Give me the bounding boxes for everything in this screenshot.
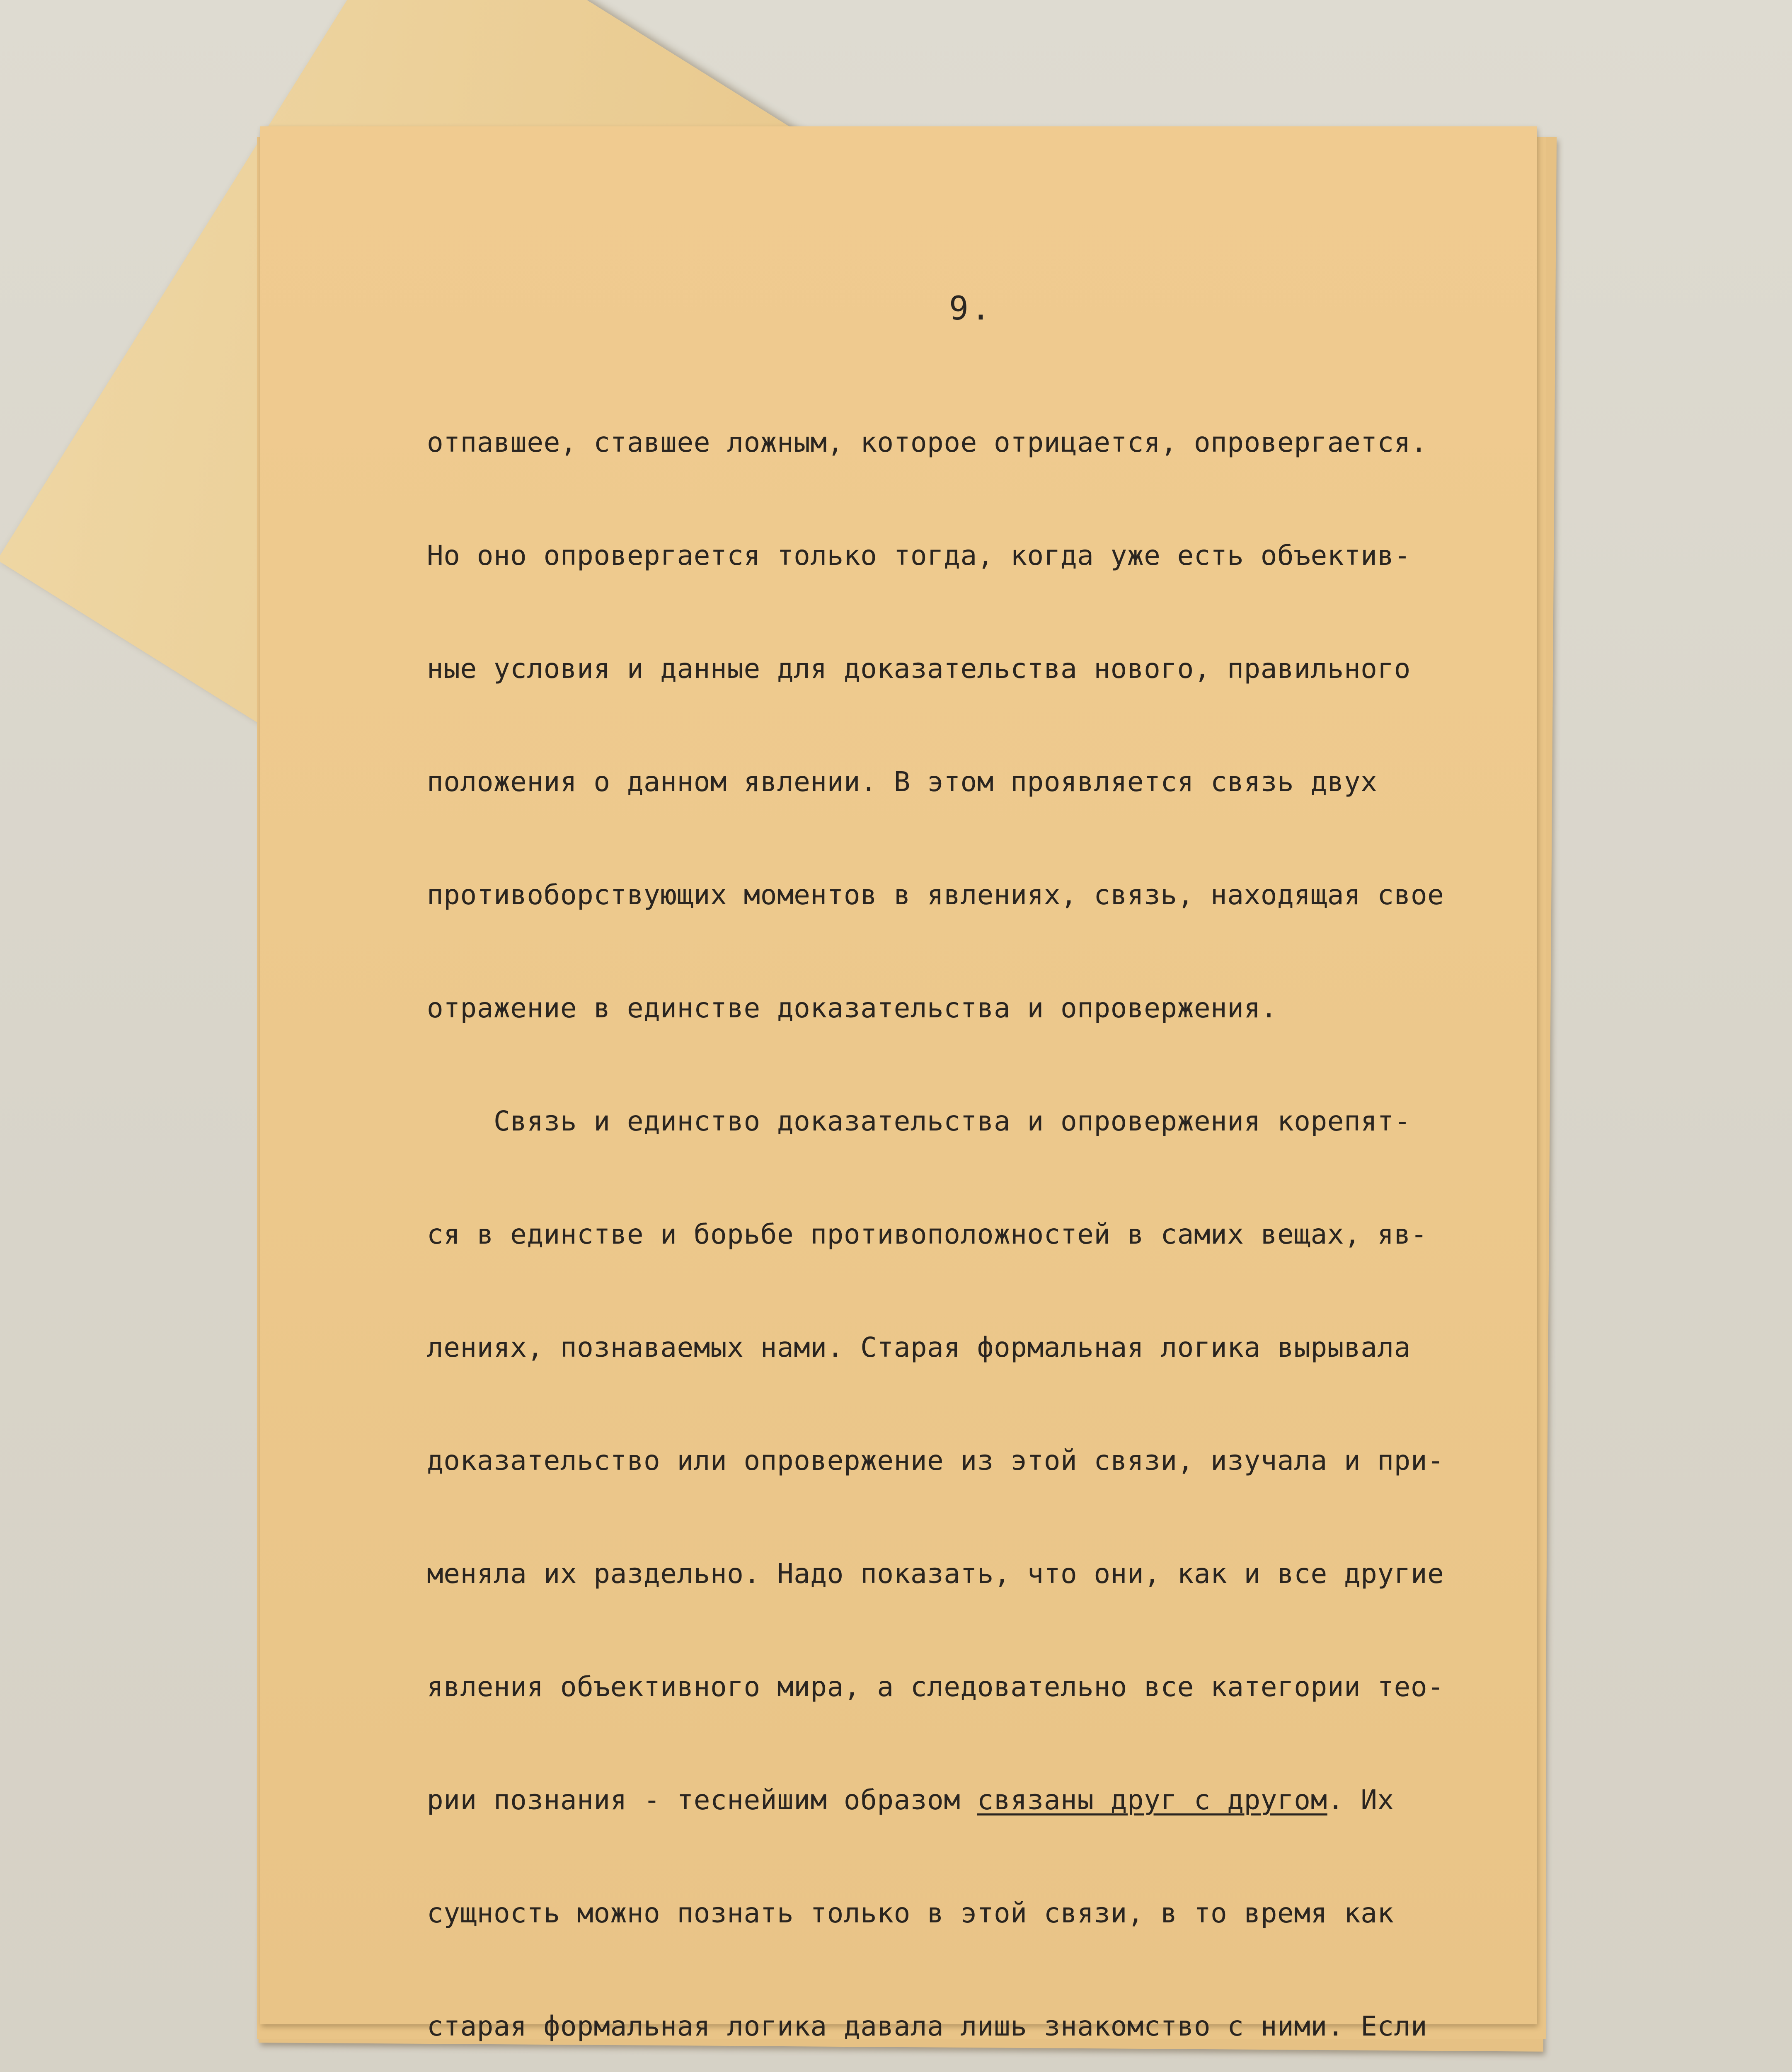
text-line: отпавшее, ставшее ложным, которое отрицается, опровергается. — [427, 426, 1428, 458]
text-line-with-underline — [427, 1781, 1463, 1819]
text-line: меняла их раздельно. Надо показать, что они, как и все другие — [427, 1558, 1444, 1590]
text-line: отражение в единстве доказательства и опровержения. — [427, 992, 1278, 1024]
text-line: сущность можно познать только в этой связи, в то время как — [427, 1897, 1394, 1929]
page-number: 9. — [949, 290, 993, 327]
underlined-phrase: связаны друг с другом — [977, 1784, 1327, 1816]
text-line: ные условия и данные для доказательства нового, правильного — [427, 653, 1411, 685]
text-line: Но оно опровергается только тогда, когда уже есть объектив- — [427, 540, 1411, 571]
text-line: положения о данном явлении. В этом проявляется связь двух — [427, 766, 1378, 798]
text-line-prefix: рии познания - теснейшим образом — [427, 1784, 977, 1816]
body-text — [427, 348, 1463, 2072]
text-line: доказательство или опровержение из этой связи, изучала и при- — [427, 1445, 1444, 1477]
text-line: Связь и единство доказательства и опровержения корепят- — [427, 1105, 1411, 1137]
text-line: старая формальная логика давала лишь знакомство с ними. Если — [427, 2010, 1428, 2042]
text-line-suffix: . Их — [1327, 1784, 1394, 1816]
text-line: ся в единстве и борьбе противоположностей в самих вещах, яв- — [427, 1218, 1428, 1250]
text-line: противоборствующих моментов в явлениях, связь, находящая свое — [427, 879, 1444, 911]
text-line: лениях, познаваемых нами. Старая формальная логика вырывала — [427, 1331, 1411, 1363]
text-line: явления объективного мира, а следовательно все категории тео- — [427, 1671, 1444, 1703]
